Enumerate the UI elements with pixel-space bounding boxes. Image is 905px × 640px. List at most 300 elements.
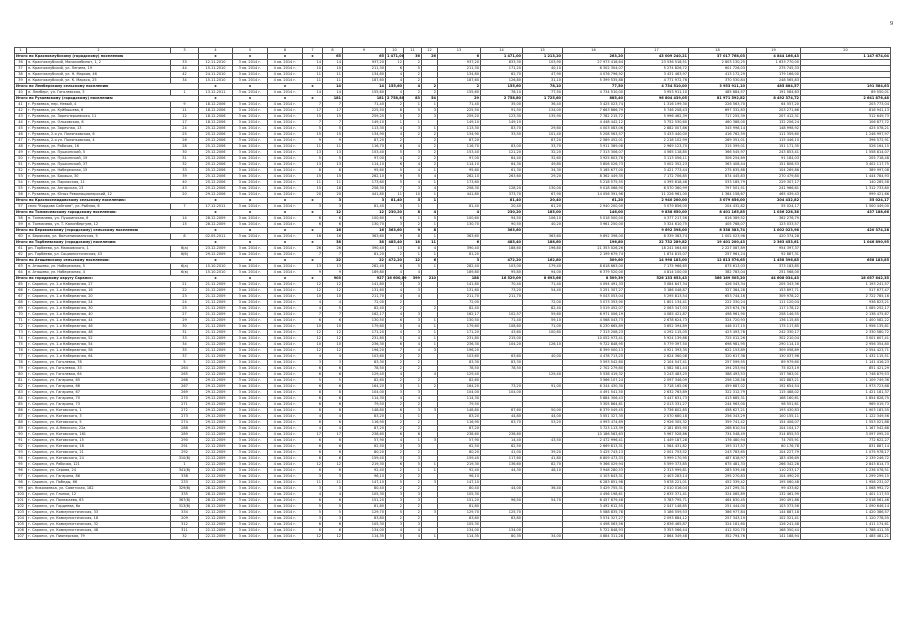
- table-cell: 22.12.2009: [199, 456, 233, 462]
- table-cell: 4 кв. 2014 г.: [268, 180, 303, 186]
- table-cell: 57: [15, 204, 27, 210]
- table-cell: 12: [323, 282, 343, 288]
- table-cell: 81,80: [438, 504, 481, 510]
- table-cell: 1: [422, 534, 438, 540]
- table-cell: 90,50: [481, 222, 523, 228]
- table-cell: 7: [303, 120, 323, 126]
- table-cell: 3 кв. 2014 г.: [233, 264, 268, 270]
- table-cell: 16: [343, 228, 386, 234]
- table-cell: 10 052 973,41: [563, 336, 625, 342]
- table-cell: 72,00: [438, 300, 481, 306]
- table-cell: 725 012,26: [689, 336, 747, 342]
- table-cell: 21.12.2009: [199, 312, 233, 318]
- table-cell: 64,30: [481, 162, 523, 168]
- table-cell: 14 998 183,00: [625, 258, 689, 264]
- address-cell: г. Саранск, ул. Гагарина, 86: [27, 474, 171, 480]
- table-cell: 196,20: [343, 348, 386, 354]
- table-cell: 373,70: [481, 192, 523, 198]
- table-cell: 231,80: [438, 336, 481, 342]
- table-cell: 4 814 100,00: [625, 270, 689, 276]
- table-cell: 5 218 575,55: [563, 180, 625, 186]
- table-cell: 15: [303, 186, 323, 192]
- table-cell: 29.12.2009: [199, 396, 233, 402]
- table-cell: 3 кв. 2014 г.: [233, 144, 268, 150]
- table-cell: 114,10: [438, 162, 481, 168]
- table-cell: 2 403 283,14: [625, 474, 689, 480]
- table-cell: 2 139 246,72: [801, 456, 891, 462]
- table-cell: 87,20: [438, 426, 481, 432]
- table-cell: 195 060,48: [747, 480, 801, 486]
- address-cell: г. Рузаевка, пер. Невый, 4: [27, 102, 171, 108]
- table-cell: 3 кв. 2014 г.: [233, 306, 268, 312]
- table-cell: 81 971 592,82: [689, 96, 747, 102]
- table-cell: 2 940 200,00: [563, 204, 625, 210]
- table-cell: 57,90: [438, 438, 481, 444]
- table-cell: 3: [404, 318, 422, 324]
- table-cell: 61,20: [563, 198, 625, 204]
- group-title-cell: Итого по Рузаевскому (городскому) поселению: [15, 96, 199, 102]
- table-cell: 129,70: [438, 510, 481, 516]
- table-cell: 259,20: [343, 114, 386, 120]
- table-cell: 61,30: [481, 168, 523, 174]
- table-cell: 25.12.2006: [199, 138, 233, 144]
- table-cell: 215,00: [481, 336, 523, 342]
- table-cell: 3 кв. 2014 г.: [233, 522, 268, 528]
- table-cell: 130,70: [343, 222, 386, 228]
- table-cell: 13: [323, 162, 343, 168]
- table-cell: 67: [15, 294, 27, 300]
- table-cell: 2: [386, 366, 404, 372]
- table-cell: 125,70: [481, 510, 523, 516]
- table-cell: 2: [404, 360, 422, 366]
- table-cell: 29.12.2009: [199, 408, 233, 414]
- table-cell: 28.12.2009: [199, 486, 233, 492]
- table-cell: 2: [386, 516, 404, 522]
- table-cell: 70: [15, 312, 27, 318]
- table-cell: 106: [15, 528, 27, 534]
- table-cell: 106 877,72: [801, 120, 891, 126]
- table-cell: 4: [404, 180, 422, 186]
- table-cell: 82,40: [438, 306, 481, 312]
- address-cell: г. Рузаевка, ул. Парижская, 11: [27, 180, 171, 186]
- table-cell: 4 395 618,46: [625, 180, 689, 186]
- table-cell: 9: [386, 174, 404, 180]
- table-cell: 329(б): [171, 486, 199, 492]
- table-cell: 14,40: [481, 438, 523, 444]
- table-body: [15, 48, 891, 540]
- table-cell: 211,30: [438, 66, 481, 72]
- table-cell: 20: [323, 192, 343, 198]
- table-cell: 734 548,49: [689, 432, 747, 438]
- table-cell: 1 141 416,23: [801, 360, 891, 366]
- table-cell: 25: [171, 306, 199, 312]
- table-cell: 21 353 026,26: [563, 246, 625, 252]
- table-cell: 485 884,57: [689, 90, 747, 96]
- table-cell: 2: [386, 474, 404, 480]
- table-cell: 327 384,28: [689, 288, 747, 294]
- table-cell: 3: [404, 498, 422, 504]
- table-cell: 6: [323, 222, 343, 228]
- table-cell: 14 056 391,96: [563, 192, 625, 198]
- table-cell: 4 кв. 2014 г.: [268, 216, 303, 222]
- table-cell: 24: [171, 126, 199, 132]
- table-cell: 3 097 095,20: [801, 432, 891, 438]
- table-cell: 420 374,28: [747, 234, 801, 240]
- table-cell: 460 388,00: [689, 120, 747, 126]
- table-cell: 14: [303, 60, 323, 66]
- table-cell: 1: [422, 336, 438, 342]
- table-cell: 3 002 352,23: [625, 162, 689, 168]
- group-title-cell: Итого по Беряковскому (городскому) сельскому поселению: [15, 228, 199, 234]
- table-cell: 1: [422, 324, 438, 330]
- page-number: 9: [890, 21, 893, 27]
- table-cell: 18 057 642,35: [801, 276, 891, 282]
- table-cell: 77,50: [563, 84, 625, 90]
- table-cell: 209: [171, 516, 199, 522]
- table-cell: x: [199, 96, 233, 102]
- table-cell: 4 921 393,35: [625, 348, 689, 354]
- table-cell: 2: [422, 90, 438, 96]
- table-cell: 1: [171, 462, 199, 468]
- address-cell: г. Рузаевка, ул. Ангарская, 13: [27, 186, 171, 192]
- table-cell: 10: [323, 324, 343, 330]
- table-cell: 43: [171, 186, 199, 192]
- table-cell: 12: [323, 462, 343, 468]
- address-cell: г. Саранск, ул. 1-я Набережная, 40: [27, 312, 171, 318]
- table-cell: 185,00: [523, 210, 563, 216]
- table-cell: 3: [323, 198, 343, 204]
- table-cell: 21: [171, 282, 199, 288]
- table-cell: 8 339 383,74: [625, 234, 689, 240]
- table-cell: 204 432,82: [747, 198, 801, 204]
- table-cell: 2 803 130,25: [689, 60, 747, 66]
- table-cell: 100,60: [523, 330, 563, 336]
- table-cell: 26: [422, 54, 438, 60]
- table-cell: 3 кв. 2014 г.: [233, 474, 268, 480]
- table-cell: 3 431 463,97: [625, 72, 689, 78]
- table-cell: 2: [422, 132, 438, 138]
- address-cell: г. Саранск, ул. 1-я Набережная, 48: [27, 330, 171, 336]
- table-cell: 4 кв. 2014 г.: [268, 390, 303, 396]
- table-cell: 54,40: [523, 288, 563, 294]
- table-cell: 25.12.2006: [199, 144, 233, 150]
- table-cell: 141,80: [343, 282, 386, 288]
- table-cell: 4: [404, 270, 422, 276]
- table-cell: 4 кв. 2014 г.: [268, 60, 303, 66]
- table-cell: 2: [422, 150, 438, 156]
- table-cell: 1 958 231,07: [801, 480, 891, 486]
- table-cell: 2: [386, 102, 404, 108]
- table-cell: x: [233, 96, 268, 102]
- table-cell: 17: [323, 108, 343, 114]
- table-cell: 413 172,29: [689, 72, 747, 78]
- table-cell: 6: [386, 432, 404, 438]
- table-cell: 717 255,39: [689, 114, 747, 120]
- table-cell: 366 545,97: [689, 150, 747, 156]
- address-cell: г. Саранск, ул. Гоголевка, 78: [27, 360, 171, 366]
- table-cell: 204 432,82: [689, 204, 747, 210]
- table-cell: 22.12.2009: [199, 522, 233, 528]
- table-cell: 1 874 815,07: [625, 252, 689, 258]
- table-cell: 1 471,00: [387, 54, 405, 58]
- table-cell: 44,30: [481, 468, 523, 474]
- table-cell: 3 953 911,10: [689, 84, 747, 90]
- table-cell: 11: [323, 78, 343, 84]
- table-cell: 3: [386, 222, 404, 228]
- table-cell: 937,20: [343, 60, 386, 66]
- table-cell: 4 кв. 2014 г.: [268, 480, 303, 486]
- table-cell: x: [303, 240, 323, 246]
- address-cell: г. Саранск, ул. Серова, 24: [27, 468, 171, 474]
- table-cell: 123,30: [481, 114, 523, 120]
- table-cell: 3: [386, 282, 404, 288]
- table-cell: 64,40: [481, 156, 523, 162]
- table-cell: 17.12.2011: [199, 204, 233, 210]
- table-cell: 94,00: [523, 270, 563, 276]
- table-cell: 3: [404, 186, 422, 192]
- table-cell: 48: [15, 144, 27, 150]
- table-cell: 3 кв. 2014 г.: [233, 492, 268, 498]
- table-cell: 3 кв. 2014 г.: [233, 114, 268, 120]
- table-cell: 194 253,94: [689, 366, 747, 372]
- table-cell: 3 433 440,00: [625, 132, 689, 138]
- table-cell: 3: [422, 510, 438, 516]
- table-cell: 8 401 165,85: [689, 210, 747, 216]
- table-cell: 61: [15, 246, 27, 252]
- table-cell: 5: [323, 510, 343, 516]
- table-cell: 31,10: [523, 78, 563, 84]
- table-cell: 3 806 026,73: [563, 162, 625, 168]
- table-cell: 7: [303, 252, 323, 258]
- table-cell: 128,20: [481, 186, 523, 192]
- table-cell: 243 783,65: [689, 450, 747, 456]
- table-cell: 485 884,57: [747, 84, 801, 90]
- table-cell: 104,00: [438, 390, 481, 396]
- table-cell: 12: [303, 330, 323, 336]
- table-cell: 5: [323, 378, 343, 384]
- table-cell: 4 496 198,61: [563, 492, 625, 498]
- table-cell: 3: [404, 444, 422, 450]
- group-title-cell: Итого по Красноклубскому (городскому) поселению: [15, 54, 199, 60]
- table-cell: 5: [404, 264, 422, 270]
- table-cell: 42: [171, 72, 199, 78]
- table-cell: 238,60: [438, 432, 481, 438]
- table-cell: 4 кв. 2014 г.: [268, 192, 303, 198]
- table-cell: 230,20: [386, 210, 404, 216]
- table-cell: 134,90: [343, 132, 386, 138]
- table-cell: 601 726,03: [689, 66, 747, 72]
- table-cell: 95,80: [481, 270, 523, 276]
- address-cell: г. Саранск, ул. Победы, 66: [27, 480, 171, 486]
- table-cell: 6(а): [171, 246, 199, 252]
- table-cell: 80,20: [438, 450, 481, 456]
- column-header: 4: [199, 48, 233, 54]
- table-cell: 4 кв. 2014 г.: [268, 144, 303, 150]
- table-cell: 4: [404, 528, 422, 534]
- table-cell: 44: [171, 66, 199, 72]
- table-cell: 4 кв. 2014 г.: [268, 312, 303, 318]
- table-cell: 231,80: [343, 336, 386, 342]
- table-cell: 4 734 510,00: [625, 84, 689, 90]
- table-cell: 8: [386, 108, 404, 114]
- table-cell: 6: [303, 216, 323, 222]
- table-cell: 113,30: [438, 126, 481, 132]
- table-cell: 100,60: [343, 216, 386, 222]
- table-cell: 5: [404, 66, 422, 72]
- table-cell: 2: [404, 114, 422, 120]
- table-cell: 134,80: [343, 72, 386, 78]
- table-cell: 4 103 843,31: [563, 474, 625, 480]
- table-cell: 6: [323, 420, 343, 426]
- table-cell: 3: [404, 150, 422, 156]
- table-cell: 4 884 311,28: [563, 534, 625, 540]
- table-cell: 3: [404, 198, 422, 204]
- table-cell: 2: [404, 378, 422, 384]
- table-cell: 6: [438, 240, 481, 246]
- table-cell: 148,80: [438, 408, 481, 414]
- group-title-cell: Итого по Атяшевскому сельскому поселению:: [15, 258, 199, 264]
- table-cell: 2 940 200,00: [625, 198, 689, 204]
- table-cell: 2 632 763,89: [625, 390, 689, 396]
- table-cell: 191 584,63: [801, 84, 891, 90]
- table-cell: 40,00: [523, 354, 563, 360]
- table-cell: 20,40: [523, 198, 563, 204]
- table-cell: 4: [404, 534, 422, 540]
- table-cell: 11: [323, 480, 343, 486]
- table-cell: 3 кв. 2014 г.: [233, 156, 268, 162]
- table-cell: 60: [15, 234, 27, 240]
- table-cell: 89 979,60: [747, 360, 801, 366]
- table-cell: 1 316 199,30: [625, 102, 689, 108]
- table-cell: 21.12.2009: [199, 318, 233, 324]
- table-cell: 352 794,76: [689, 534, 747, 540]
- table-cell: 2 181 855,90: [625, 426, 689, 432]
- table-cell: 190 491,86: [747, 498, 801, 504]
- address-cell: г. Рузаевка, ул. Пушкинский, 37: [27, 162, 171, 168]
- table-cell: 4 кв. 2014 г.: [268, 318, 303, 324]
- table-cell: 3 353 566,44: [625, 528, 689, 534]
- table-cell: 3 кв. 2014 г.: [233, 324, 268, 330]
- address-cell: г. Рузаевка, 2-я ул. Полянковская, 6: [27, 132, 171, 138]
- table-cell: 2 624 360,08: [625, 354, 689, 360]
- table-cell: 6 302 304,07: [563, 66, 625, 72]
- table-cell: 367(б): [171, 498, 199, 504]
- table-cell: 193 317,57: [689, 444, 747, 450]
- table-cell: 969 019,73: [801, 402, 891, 408]
- table-cell: 21.12.2009: [199, 300, 233, 306]
- table-cell: 4 кв. 2014 г.: [268, 120, 303, 126]
- table-cell: 3 723 113,39: [563, 426, 625, 432]
- table-cell: 21.12.2009: [199, 348, 233, 354]
- table-cell: 241 966,61: [747, 186, 801, 192]
- table-cell: 29.12.2009: [199, 390, 233, 396]
- table-cell: 4 кв. 2014 г.: [268, 72, 303, 78]
- address-cell: г. Саранск, ул. 1-я Набережная, 30: [27, 306, 171, 312]
- table-cell: 4 568 043,73: [563, 318, 625, 324]
- table-cell: 96,10: [438, 474, 481, 480]
- table-cell: 4: [386, 156, 404, 162]
- table-cell: 100 155,11: [747, 414, 801, 420]
- table-cell: 1 120 778,55: [801, 516, 891, 522]
- table-cell: 130,70: [438, 222, 481, 228]
- table-cell: 2: [404, 450, 422, 456]
- table-cell: 117 178,12: [747, 306, 801, 312]
- table-cell: 363,60: [523, 234, 563, 240]
- address-cell: г. Саранск, ул. Коммунистическая, 48: [27, 528, 171, 534]
- table-cell: 3 кв. 2014 г.: [233, 516, 268, 522]
- column-header: 11: [404, 48, 422, 54]
- table-cell: 173,60: [438, 180, 481, 186]
- table-cell: 105,30: [438, 522, 481, 528]
- table-cell: 105,30: [438, 492, 481, 498]
- table-cell: 151 808,53: [747, 162, 801, 168]
- table-cell: 5: [404, 174, 422, 180]
- table-cell: 5 722 848,93: [563, 528, 625, 534]
- table-cell: 15: [303, 174, 323, 180]
- table-cell: 4: [386, 72, 404, 78]
- table-cell: 2 472 996,41: [563, 438, 625, 444]
- table-cell: 1 299 299,15: [801, 474, 891, 480]
- table-cell: 71: [15, 318, 27, 324]
- table-cell: 1: [404, 204, 422, 210]
- table-cell: 82,40: [523, 306, 563, 312]
- table-cell: 2: [422, 84, 438, 90]
- table-cell: 21.12.2009: [199, 342, 233, 348]
- table-cell: 22.12.2009: [199, 462, 233, 468]
- table-cell: 3 кв. 2014 г.: [233, 510, 268, 516]
- table-cell: 2: [386, 468, 404, 474]
- table-cell: 4 кв. 2014 г.: [268, 78, 303, 84]
- table-cell: 4 кв. 2014 г.: [268, 438, 303, 444]
- table-row: [15, 534, 891, 540]
- table-cell: 4 кв. 2014 г.: [268, 462, 303, 468]
- table-cell: 64: [15, 270, 27, 276]
- table-cell: 91: [15, 438, 27, 444]
- address-cell: г. Рузаевка, ул. Рабочая, 16: [27, 144, 171, 150]
- table-cell: 3: [386, 384, 404, 390]
- table-cell: 1: [422, 198, 438, 204]
- address-cell: г. Саранск, ул. Гагарина, 70: [27, 396, 171, 402]
- table-cell: 309 978,22: [747, 294, 801, 300]
- table-cell: 196,20: [438, 348, 481, 354]
- table-cell: 3 кв. 2014 г.: [233, 450, 268, 456]
- table-cell: 2 758,80: [481, 96, 523, 102]
- table-cell: 5: [303, 510, 323, 516]
- table-cell: 3 кв. 2014 г.: [233, 354, 268, 360]
- table-cell: 61,20: [523, 204, 563, 210]
- table-cell: 25.12.2006: [199, 162, 233, 168]
- table-cell: 21.12.2009: [199, 294, 233, 300]
- table-cell: x: [199, 54, 233, 60]
- table-cell: 43,60: [481, 330, 523, 336]
- table-cell: 616 389,52: [689, 216, 747, 222]
- column-header: 9: [343, 48, 386, 54]
- table-cell: 3 кв. 2014 г.: [233, 192, 268, 198]
- table-cell: 4 кв. 2014 г.: [268, 468, 303, 474]
- address-cell: г. Саранск, ул. Глинки, 12: [27, 492, 171, 498]
- table-cell: 87,20: [343, 138, 386, 144]
- table-cell: 47: [15, 138, 27, 144]
- table-cell: 196,80: [563, 240, 625, 246]
- table-cell: 269: [171, 390, 199, 396]
- table-cell: 95,60: [343, 168, 386, 174]
- table-cell: 5 399 535,88: [563, 78, 625, 84]
- table-cell: 4 кв. 2014 г.: [268, 450, 303, 456]
- table-cell: 5 295 813,54: [625, 294, 689, 300]
- table-cell: 4: [404, 324, 422, 330]
- table-cell: 954 397,37: [747, 246, 801, 252]
- address-cell: г. Саранск, ул. Гагарина, 65: [27, 378, 171, 384]
